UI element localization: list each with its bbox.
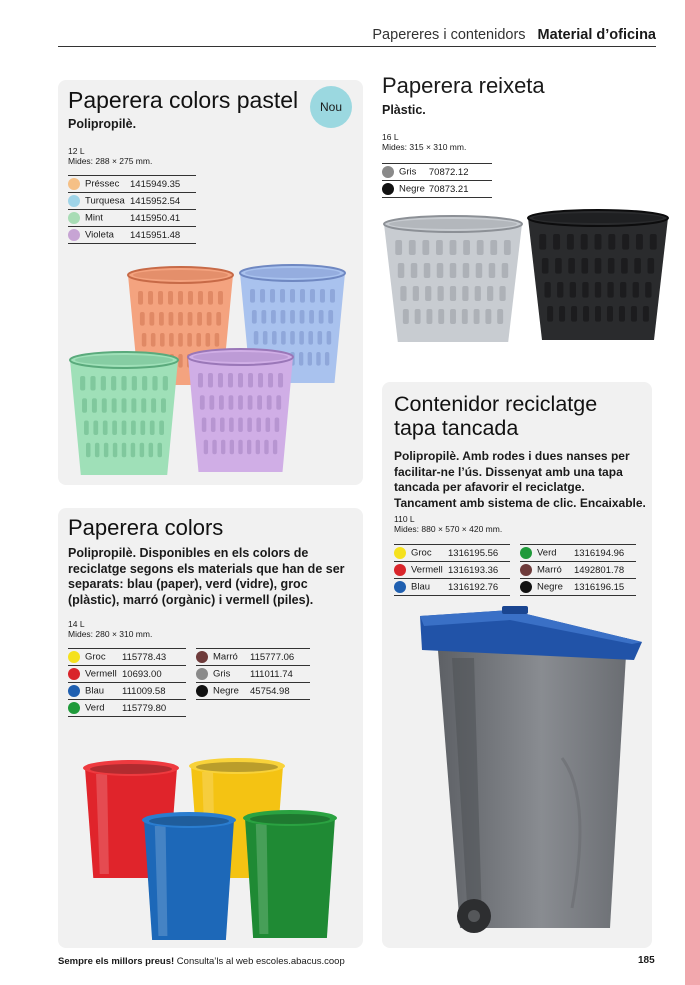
product-title bbox=[394, 392, 649, 440]
color-code-row bbox=[68, 210, 196, 227]
product-description: Polipropilè. Disponibles en els colors de reciclatge segons els materials que han de ser separats: blau (paper), verd (vidre), groc (plàstic), marró (orgànic) i vermell (piles). bbox=[68, 546, 345, 607]
product-description: Polipropilè. Amb rodes i dues nanses per facilitar-ne l’ús. Dissenyat amb una tapa tancada per afavorir el reciclatge. Tancament amb sistema de clic. Encaixable. bbox=[394, 449, 646, 510]
product-dimensions: Mides: 880 × 570 × 420 mm. bbox=[394, 524, 503, 534]
color-code-row bbox=[196, 683, 310, 700]
color-name: Groc bbox=[85, 651, 106, 663]
color-swatch-icon bbox=[68, 685, 80, 697]
color-name: Negre bbox=[399, 183, 425, 195]
new-badge: Nou bbox=[310, 86, 352, 128]
product-code: 1316196.15 bbox=[574, 579, 636, 596]
color-swatch-icon bbox=[520, 547, 532, 559]
color-swatch-icon bbox=[196, 668, 208, 680]
product-code: 1415952.54 bbox=[130, 193, 196, 210]
blue-bin bbox=[142, 812, 236, 940]
product-code: 1415951.48 bbox=[130, 227, 196, 244]
color-swatch-icon bbox=[394, 581, 406, 593]
color-swatch-icon bbox=[520, 564, 532, 576]
product-code: 111011.74 bbox=[250, 666, 310, 683]
color-code-row bbox=[394, 579, 510, 596]
product-code: 115777.06 bbox=[250, 649, 310, 666]
product-title: Paperera colors bbox=[68, 515, 224, 540]
color-name: Blau bbox=[85, 685, 105, 697]
product-code: 1492801.78 bbox=[574, 562, 636, 579]
product-dimensions: Mides: 315 × 310 mm. bbox=[382, 142, 467, 152]
color-code-table-left bbox=[394, 544, 510, 596]
product-capacity: 16 L bbox=[382, 132, 399, 142]
product-capacity: 110 L bbox=[394, 514, 415, 524]
card-paperera-reixeta bbox=[382, 74, 672, 374]
color-swatch-icon bbox=[196, 651, 208, 663]
color-name: Verd bbox=[85, 702, 105, 714]
color-name: Gris bbox=[213, 668, 231, 680]
product-material: Polipropilè. bbox=[68, 117, 137, 131]
green-bin bbox=[243, 810, 337, 938]
color-code-row bbox=[68, 666, 186, 683]
color-name: Verd bbox=[537, 547, 557, 559]
color-name: Violeta bbox=[85, 229, 114, 241]
product-title-line1: Contenidor reciclatge bbox=[394, 392, 598, 416]
color-swatch-icon bbox=[68, 229, 80, 241]
product-title: Paperera reixeta bbox=[382, 73, 545, 98]
product-code: 45754.98 bbox=[250, 683, 310, 700]
color-code-row bbox=[196, 666, 310, 683]
product-capacity: 14 L bbox=[68, 619, 85, 629]
color-swatch-icon bbox=[196, 685, 208, 697]
color-name: Negre bbox=[537, 581, 563, 593]
color-code-row bbox=[382, 181, 492, 198]
color-code-row bbox=[68, 700, 186, 717]
color-swatch-icon bbox=[68, 651, 80, 663]
footer-text: Consulta’ls al web escoles.abacus.coop bbox=[174, 956, 345, 967]
color-code-row bbox=[68, 193, 196, 210]
product-material: Plàstic. bbox=[382, 103, 426, 117]
color-code-table bbox=[382, 163, 492, 198]
product-code: 70873.21 bbox=[429, 181, 492, 198]
color-name: Marró bbox=[213, 651, 238, 663]
side-accent-strip bbox=[685, 0, 700, 985]
violet-bin bbox=[188, 349, 293, 472]
grey-mesh-bin bbox=[384, 216, 522, 342]
color-swatch-icon bbox=[394, 564, 406, 576]
header-subtitle: Papereres i contenidors bbox=[372, 27, 526, 43]
color-name: Préssec bbox=[85, 178, 120, 190]
header-rule bbox=[58, 46, 656, 47]
color-name: Gris bbox=[399, 166, 417, 178]
color-swatch-icon bbox=[68, 702, 80, 714]
product-code: 1316194.96 bbox=[574, 545, 636, 562]
color-code-table-right bbox=[520, 544, 636, 596]
color-swatch-icon bbox=[382, 166, 394, 178]
product-code: 10693.00 bbox=[122, 666, 186, 683]
mint-bin bbox=[70, 352, 178, 475]
product-capacity: 12 L bbox=[68, 146, 85, 156]
color-code-row bbox=[520, 579, 636, 596]
product-title: Paperera colors pastel bbox=[68, 87, 299, 113]
color-code-table-left bbox=[68, 648, 186, 717]
product-code: 1415949.35 bbox=[130, 176, 196, 193]
color-swatch-icon bbox=[68, 212, 80, 224]
product-dimensions: Mides: 280 × 310 mm. bbox=[68, 629, 153, 639]
pastel-bins-image bbox=[58, 255, 363, 485]
wheelie-bin-image bbox=[382, 598, 652, 948]
color-code-row bbox=[520, 545, 636, 562]
card-paperera-colors-pastel bbox=[58, 80, 363, 485]
color-name: Mint bbox=[85, 212, 103, 224]
product-code: 1415950.41 bbox=[130, 210, 196, 227]
color-code-table-right bbox=[196, 648, 310, 700]
color-name: Vermell bbox=[85, 668, 117, 680]
product-title-line2: tapa tancada bbox=[394, 416, 519, 440]
product-code: 70872.12 bbox=[429, 164, 492, 181]
recycle-bins-image bbox=[58, 748, 363, 948]
color-name: Blau bbox=[411, 581, 431, 593]
color-code-row bbox=[196, 649, 310, 666]
color-name: Marró bbox=[537, 564, 562, 576]
color-name: Turquesa bbox=[85, 195, 125, 207]
color-swatch-icon bbox=[382, 183, 394, 195]
product-dimensions: Mides: 288 × 275 mm. bbox=[68, 156, 153, 166]
color-swatch-icon bbox=[68, 668, 80, 680]
color-code-row bbox=[394, 545, 510, 562]
footer-slogan: Sempre els millors preus! bbox=[58, 956, 175, 967]
color-swatch-icon bbox=[68, 178, 80, 190]
card-contenidor-reciclatge bbox=[382, 382, 652, 948]
card-paperera-colors bbox=[58, 508, 363, 948]
color-swatch-icon bbox=[394, 547, 406, 559]
black-mesh-bin bbox=[528, 210, 668, 340]
color-code-row bbox=[520, 562, 636, 579]
product-code: 111009.58 bbox=[122, 683, 186, 700]
mesh-bins-image bbox=[382, 208, 672, 348]
product-code: 115778.43 bbox=[122, 649, 186, 666]
product-code: 1316193.36 bbox=[448, 562, 510, 579]
color-swatch-icon bbox=[520, 581, 532, 593]
color-swatch-icon bbox=[68, 195, 80, 207]
color-code-row bbox=[394, 562, 510, 579]
header-section: Material d’oficina bbox=[537, 27, 656, 43]
color-code-row bbox=[68, 649, 186, 666]
page-footer bbox=[58, 956, 345, 967]
color-name: Vermell bbox=[411, 564, 443, 576]
product-code: 1316195.56 bbox=[448, 545, 510, 562]
product-code: 1316192.76 bbox=[448, 579, 510, 596]
color-name: Negre bbox=[213, 685, 239, 697]
product-code: 115779.80 bbox=[122, 700, 186, 717]
page-number: 185 bbox=[638, 955, 655, 966]
color-code-table bbox=[68, 175, 196, 244]
color-code-row bbox=[382, 164, 492, 181]
color-name: Groc bbox=[411, 547, 432, 559]
color-code-row bbox=[68, 683, 186, 700]
color-code-row bbox=[68, 176, 196, 193]
color-code-row bbox=[68, 227, 196, 244]
